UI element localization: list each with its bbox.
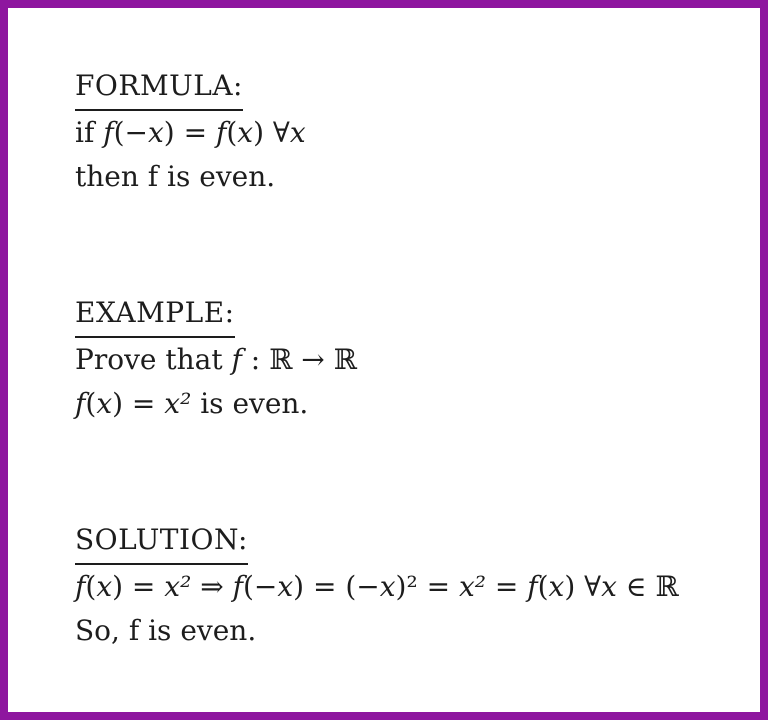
example-heading-line [75, 291, 730, 338]
text-segment: ) = (− [293, 570, 380, 603]
text-segment: ⇒ [191, 570, 233, 603]
math-segment: x² [164, 387, 192, 420]
solution-section [75, 518, 730, 653]
text-segment: ( [85, 570, 97, 603]
text-segment: ) = [163, 116, 216, 149]
math-segment: x [601, 570, 617, 603]
text-segment: Prove that [75, 343, 232, 376]
text-segment: ( [226, 116, 238, 149]
text-segment: )² = [395, 570, 459, 603]
formula-conclusion-line [75, 155, 730, 199]
text-segment: (− [113, 116, 148, 149]
math-segment: x [379, 570, 396, 603]
math-segment: x [289, 116, 306, 149]
example-function-line [75, 382, 730, 426]
math-segment: x² [458, 570, 486, 603]
math-segment: f [527, 570, 538, 603]
example-heading: EXAMPLE: [75, 291, 235, 338]
example-statement-line [75, 338, 730, 382]
formula-condition-line [75, 111, 730, 155]
text-segment: ) ∀ [564, 570, 602, 603]
math-segment: x [96, 387, 113, 420]
math-segment: x [277, 570, 294, 603]
math-segment: x [147, 116, 164, 149]
text-segment: if [75, 116, 104, 149]
solution-heading: SOLUTION: [75, 518, 248, 565]
math-segment: f [103, 116, 114, 149]
example-section [75, 291, 730, 426]
math-segment: x [237, 116, 254, 149]
math-segment: x [96, 570, 113, 603]
math-segment: f [231, 343, 242, 376]
text-segment: So, f is even. [75, 614, 257, 647]
text-segment: ( [85, 387, 97, 420]
text-segment: ) ∀ [253, 116, 290, 149]
math-segment: x² [164, 570, 192, 603]
solution-equation-line [75, 565, 730, 609]
solution-conclusion-line [75, 609, 730, 653]
text-segment: ) = [112, 570, 165, 603]
math-segment: x [548, 570, 565, 603]
solution-heading-line [75, 518, 730, 565]
text-segment: ) = [112, 387, 165, 420]
text-segment: then f is even. [75, 160, 276, 193]
math-segment: f [75, 570, 86, 603]
text-segment: : ℝ → ℝ [241, 343, 357, 376]
formula-heading-line [75, 64, 730, 111]
text-segment: ( [537, 570, 549, 603]
formula-heading: FORMULA: [75, 64, 243, 111]
math-segment: f [232, 570, 243, 603]
text-segment: is even. [191, 387, 309, 420]
math-segment: f [215, 116, 227, 149]
text-segment: (− [242, 570, 278, 603]
text-segment: = [485, 570, 528, 603]
formula-section [75, 64, 730, 199]
text-segment: ∈ ℝ [616, 570, 679, 603]
math-segment: f [75, 387, 86, 420]
